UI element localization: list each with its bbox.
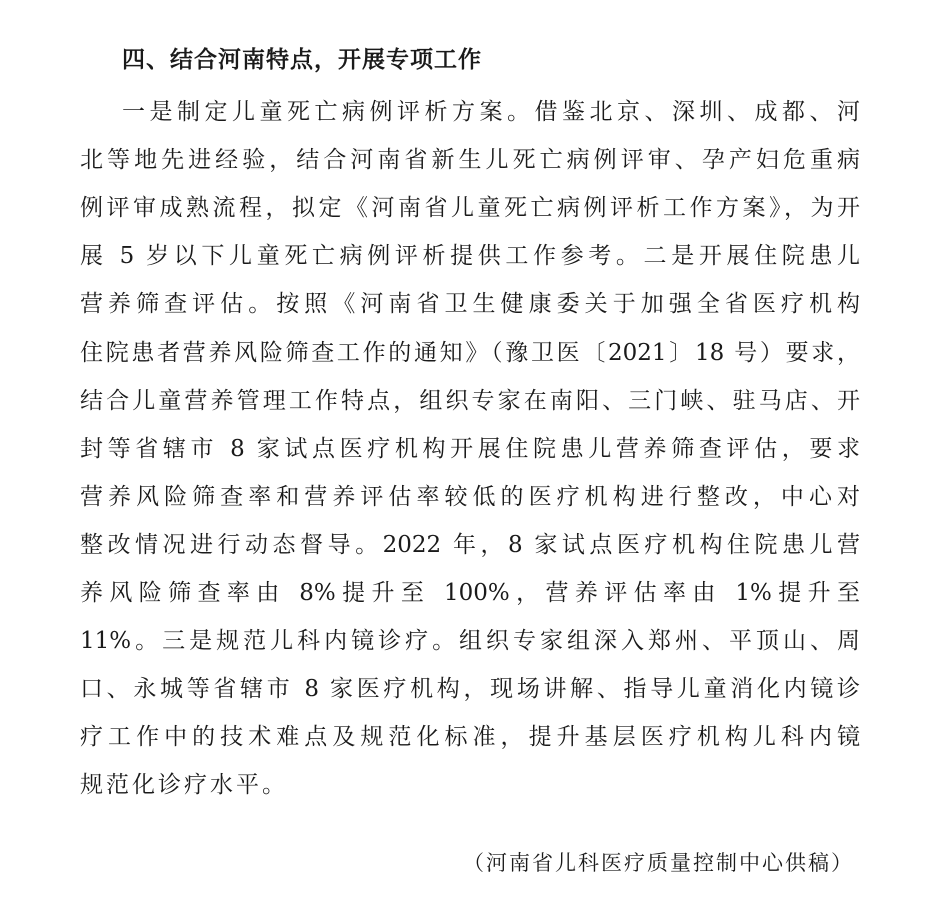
paragraph-line-5: 营养筛查评估。按照《河南省卫生健康委关于加强全省医疗机构 xyxy=(80,291,860,317)
paragraph-line-15: 规范化诊疗水平。 xyxy=(80,772,288,798)
paragraph-line-1: 一是制定儿童死亡病例评析方案。借鉴北京、深圳、成都、河 xyxy=(122,99,860,125)
paragraph-line-10: 整改情况进行动态督导。2022 年，8 家试点医疗机构住院患儿营 xyxy=(80,532,860,558)
paragraph-line-12: 11%。三是规范儿科内镜诊疗。组织专家组深入郑州、平顶山、周 xyxy=(80,628,860,654)
section-heading: 四、结合河南特点，开展专项工作 xyxy=(122,46,482,73)
source-attribution: （河南省儿科医疗质量控制中心供稿） xyxy=(463,851,854,875)
paragraph-line-9: 营养风险筛查率和营养评估率较低的医疗机构进行整改，中心对 xyxy=(80,484,860,510)
paragraph-line-6: 住院患者营养风险筛查工作的通知》（豫卫医〔2021〕18 号）要求， xyxy=(80,340,860,366)
paragraph-line-11: 养风险筛查率由 8%提升至 100%，营养评估率由 1%提升至 xyxy=(80,580,860,606)
paragraph-line-4: 展 5 岁以下儿童死亡病例评析提供工作参考。二是开展住院患儿 xyxy=(80,243,860,269)
paragraph-line-8: 封等省辖市 8 家试点医疗机构开展住院患儿营养筛查评估，要求 xyxy=(80,436,860,462)
paragraph-line-7: 结合儿童营养管理工作特点，组织专家在南阳、三门峡、驻马店、开 xyxy=(80,388,860,414)
paragraph-line-13: 口、永城等省辖市 8 家医疗机构，现场讲解、指导儿童消化内镜诊 xyxy=(80,676,860,702)
paragraph-line-14: 疗工作中的技术难点及规范化标准，提升基层医疗机构儿科内镜 xyxy=(80,724,860,750)
paragraph-line-3: 例评审成熟流程，拟定《河南省儿童死亡病例评析工作方案》，为开 xyxy=(80,195,860,221)
paragraph-line-2: 北等地先进经验，结合河南省新生儿死亡病例评审、孕产妇危重病 xyxy=(80,147,860,173)
